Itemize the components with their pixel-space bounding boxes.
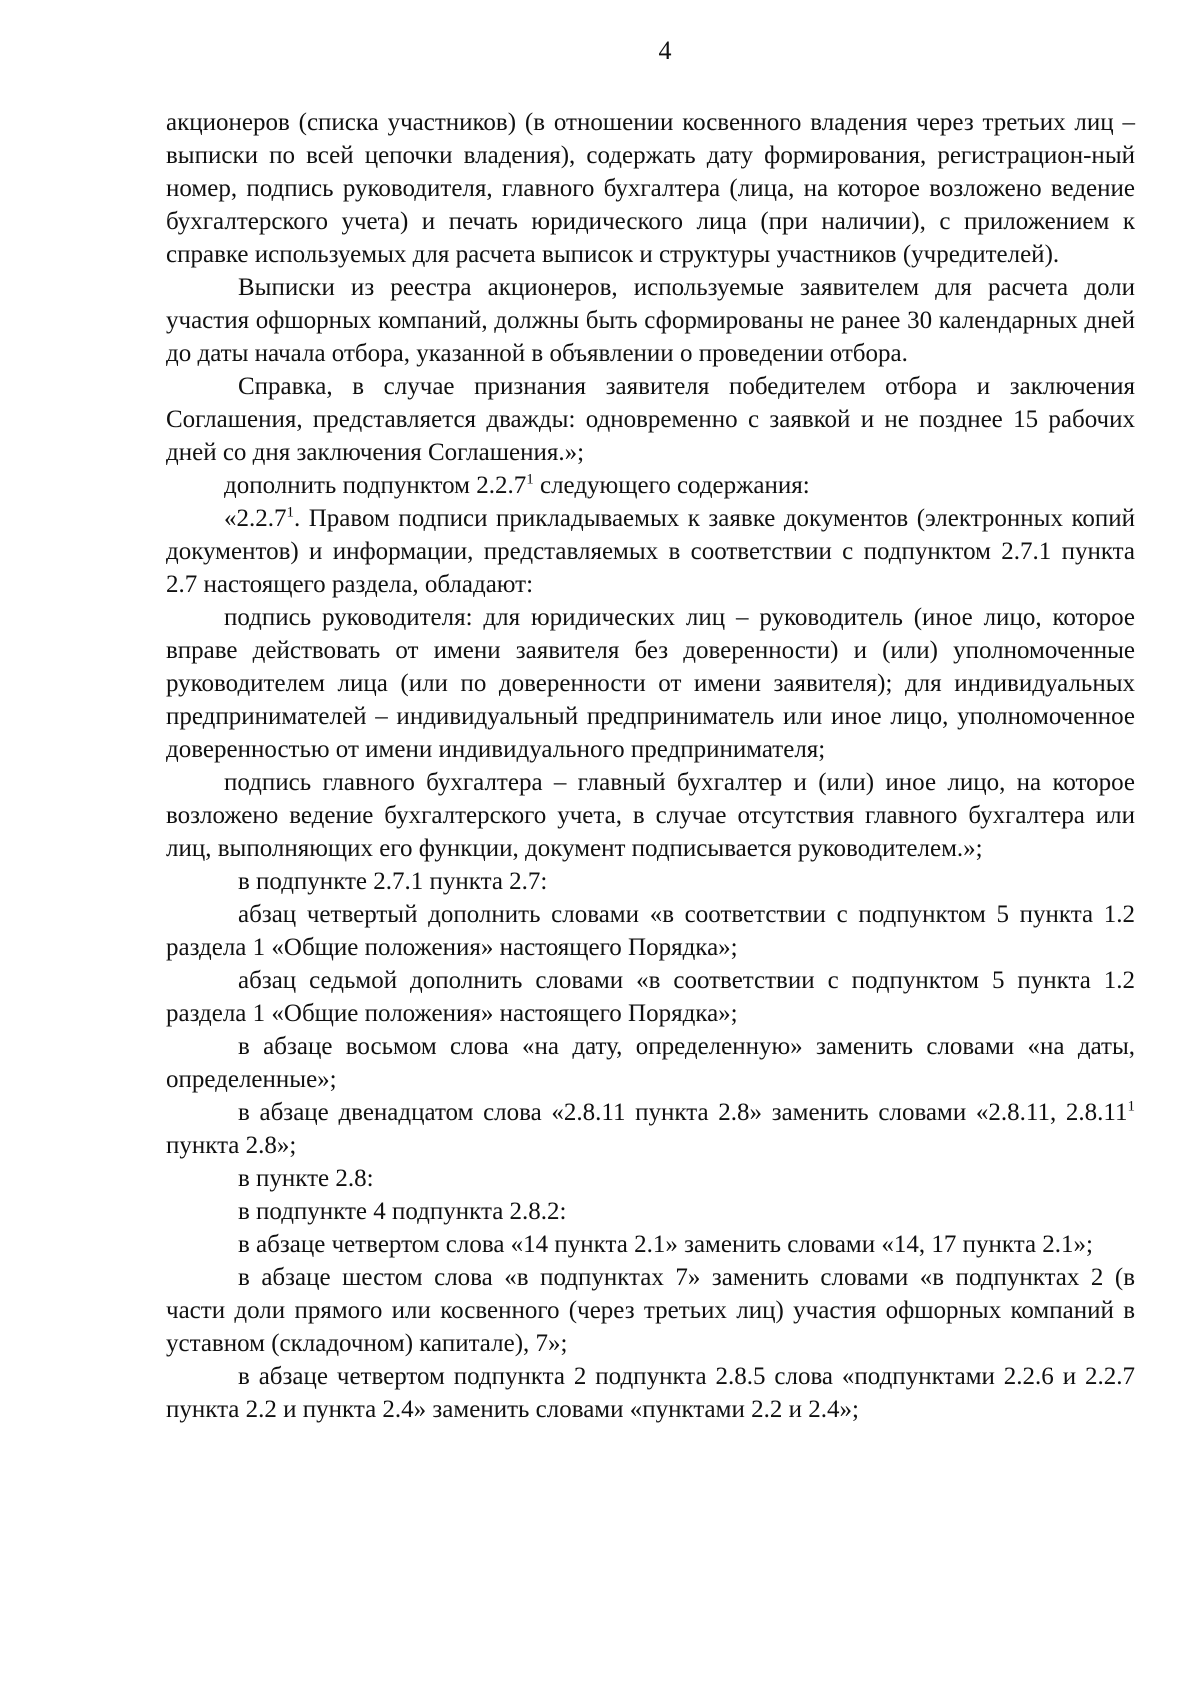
paragraph-4: дополнить подпунктом 2.2.7$^1$ следующего содержания: (224, 471, 810, 499)
paragraph-3: Справка, в случае признания заявителя победителем отбора и заключения Соглашения, представляется дважды: одновременно с заявкой и не позднее 15 рабочих дней со дня заключения Соглашения.»; (166, 373, 1135, 466)
paragraph-2: Выписки из реестра акционеров, используемые заявителем для расчета доли участия офшорных компаний, должны быть сформированы не ранее 30 календарных дней до даты начала отбора, указанной в объявлении о проведении отбора. (166, 274, 1135, 367)
paragraph-13: в пункте 2.8: (238, 1165, 374, 1192)
superscript: 1 (286, 504, 294, 521)
paragraph-1: акционеров (списка участников) (в отношении косвенного владения через третьих лиц – выписки по всей цепочки владения), содержать дату формирования, регистрацион-ный номер, подпись руководителя, главного бухгалтера (лица, на которое возложено ведение бухгалтерского учета) и печать юридического лица (при наличии), с приложением к справке используемых для расчета выписок и структуры участников (учредителей). (166, 109, 1135, 268)
paragraph-8: в подпункте 2.7.1 пункта 2.7: (238, 868, 548, 895)
superscript: 1 (526, 471, 534, 488)
paragraph-5: «2.2.7$^1$. Правом подписи прикладываемых к заявке документов (электронных копий документов) и информации, представляемых в соответствии с подпунктом 2.7.1 пункта 2.7 настоящего раздела, обладают: (166, 504, 1135, 598)
paragraph-16: в абзаце шестом слова «в подпунктах 7» заменить словами «в подпунктах 2 (в части доли прямого или косвенного (через третьих лиц) участия офшорных компаний в уставном (складочном) капитале), 7»; (166, 1264, 1135, 1357)
paragraph-12: в абзаце двенадцатом слова «2.8.11 пункта 2.8» заменить словами «2.8.11, 2.8.11$^1$ пункта 2.8»; (166, 1098, 1135, 1159)
paragraph-6: подпись руководителя: для юридических лиц – руководитель (иное лицо, которое вправе действовать от имени заявителя без доверенности) и (или) уполномоченные руководителем лица (или по доверенности от имени заявителя); для индивидуальных предпринимателей – индивидуальный предприниматель или иное лицо, уполномоченное доверенностью от имени индивидуального предпринимателя; (166, 604, 1135, 763)
superscript: 1 (1127, 1098, 1135, 1115)
paragraph-14: в подпункте 4 подпункта 2.8.2: (238, 1198, 567, 1225)
paragraph-10: абзац седьмой дополнить словами «в соответствии с подпунктом 5 пункта 1.2 раздела 1 «Общие положения» настоящего Порядка»; (166, 967, 1135, 1027)
paragraph-15: в абзаце четвертом слова «14 пункта 2.1» заменить словами «14, 17 пункта 2.1»; (238, 1231, 1093, 1258)
paragraph-7: подпись главного бухгалтера – главный бухгалтер и (или) иное лицо, на которое возложено ведение бухгалтерского учета, в случае отсутствия главного бухгалтера или лиц, выполняющих его функции, документ подписывается руководителем.»; (166, 769, 1135, 862)
page-number: 4 (658, 36, 672, 65)
paragraph-9: абзац четвертый дополнить словами «в соответствии с подпунктом 5 пункта 1.2 раздела 1 «Общие положения» настоящего Порядка»; (166, 901, 1135, 961)
paragraph-17: в абзаце четвертом подпункта 2 подпункта 2.8.5 слова «подпунктами 2.2.6 и 2.2.7 пункта 2.2 и пункта 2.4» заменить словами «пунктами 2.2 и 2.4»; (166, 1363, 1135, 1423)
paragraph-11: в абзаце восьмом слова «на дату, определенную» заменить словами «на даты, определенные»; (166, 1033, 1135, 1093)
document-body (166, 106, 1135, 1426)
